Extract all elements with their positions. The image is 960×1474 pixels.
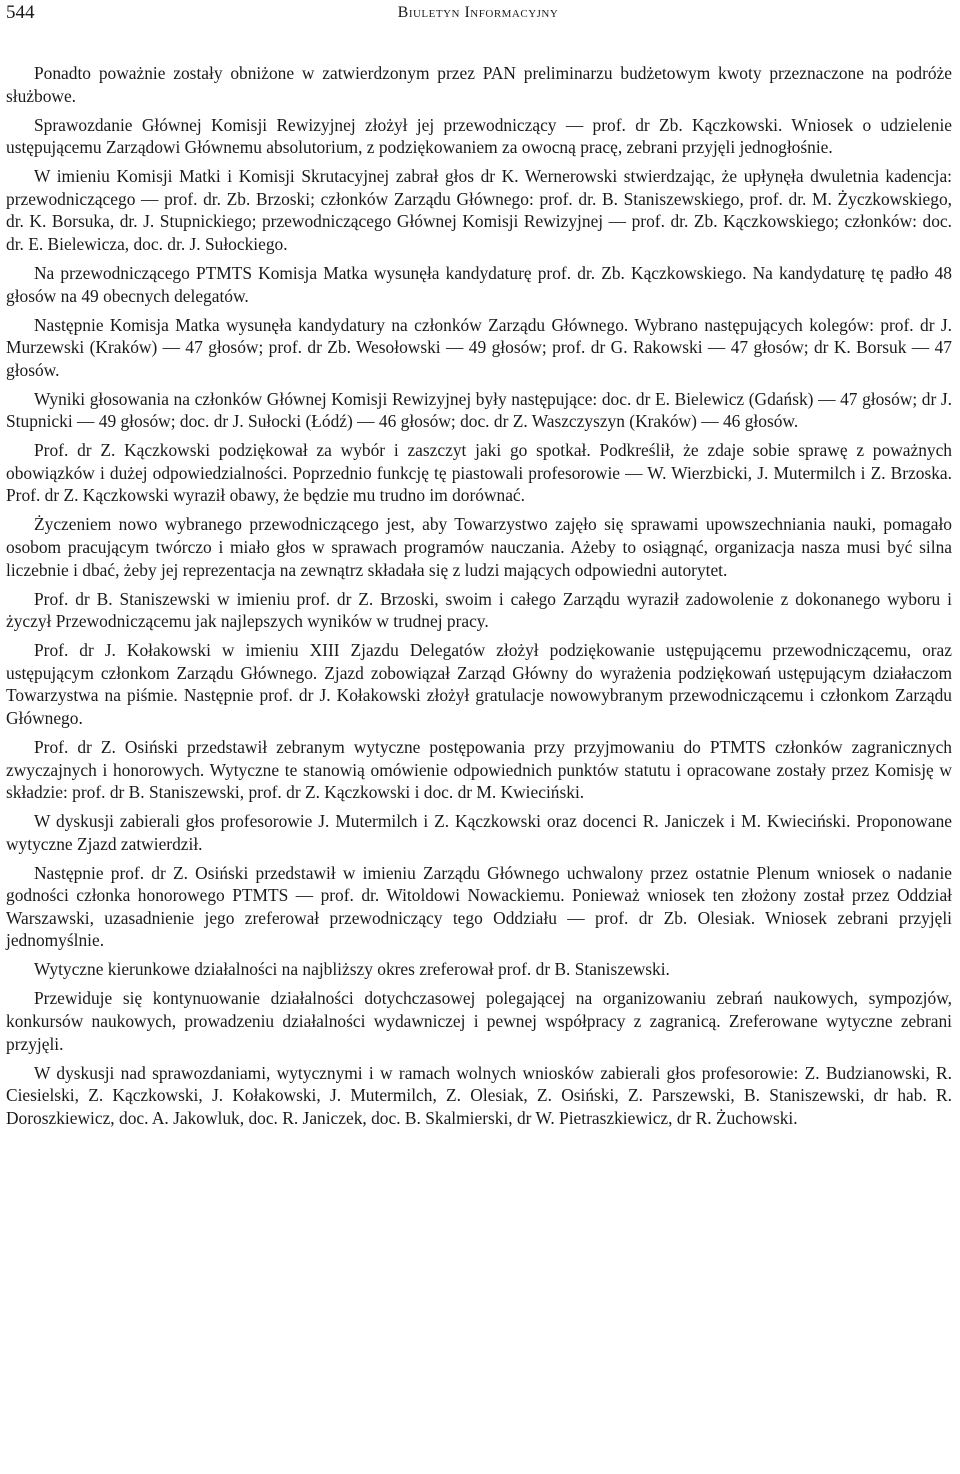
paragraph: W imieniu Komisji Matki i Komisji Skrutacyjnej zabrał głos dr K. Wernerowski stwierdzając, że upłynęła dwuletnia kadencja: przewodniczącego — prof. dr. Zb. Brzoski; członków Zarządu Głównego: prof. dr. B. Staniszewskiego, prof. dr. M. Życzkowskiego, dr. K. Borsuka, dr. J. Stupnickiego; przewodniczącego Głównej Komisji Rewizyjnej — prof. dr. Zb. Kączkowskiego; członków: doc. dr. E. Bielewicza, doc. dr. J. Sułockiego. <box>6 166 952 254</box>
paragraph: Prof. dr J. Kołakowski w imieniu XIII Zjazdu Delegatów złożył podziękowanie ustępującemu przewodniczącemu, oraz ustępującym członkom Zarządu Głównego. Zjazd zobowiązał Zarząd Główny do wyrażenia podziękowań ustępującym działaczom Towarzystwa na piśmie. Następnie prof. dr J. Kołakowski złożył gratulacje nowowybranym przewodniczącemu i członkom Zarządu Głównego. <box>6 640 952 728</box>
paragraph: Prof. dr B. Staniszewski w imieniu prof. dr Z. Brzoski, swoim i całego Zarządu wyraził zadowolenie z dokonanego wyboru i życzył Przewodniczącemu jak najlepszych wyników w trudnej pracy. <box>6 588 952 632</box>
paragraph: Sprawozdanie Głównej Komisji Rewizyjnej złożył jej przewodniczący — prof. dr Zb. Kączkowski. Wniosek o udzielenie ustępującemu Zarządowi Głównemu absolutorium, z podziękowaniem za owocną pracę, zebrani przyjęli jednogłośnie. <box>6 114 952 158</box>
paragraph: W dyskusji zabierali głos profesorowie J. Mutermilch i Z. Kączkowski oraz docenci R. Janiczek i M. Kwieciński. Proponowane wytyczne Zjazd zatwierdził. <box>6 811 952 854</box>
paragraph: Prof. dr Z. Osiński przedstawił zebranym wytyczne postępowania przy przyjmowaniu do PTMTS członków zagranicznych zwyczajnych i honorowych. Wytyczne te stanowią omówienie odpowiednich punktów statutu i opracowane zostały przez Komisję w składzie: prof. dr B. Staniszewski, prof. dr Z. Kączkowski i doc. dr M. Kwieciński. <box>6 736 952 803</box>
paragraph: Ponadto poważnie zostały obniżone w zatwierdzonym przez PAN preliminarzu budżetowym kwoty przeznaczone na podróże służbowe. <box>6 63 952 106</box>
paragraph: Następnie prof. dr Z. Osiński przedstawił w imieniu Zarządu Głównego uchwalony przez ostatnie Plenum wniosek o nadanie godności członka honorowego PTMTS — prof. dr. Witoldowi Nowackiemu. Ponieważ wniosek ten złożony został przez Oddział Warszawski, uzasadnienie jego zreferował przewodniczący tego Oddziału — prof. dr Zb. Olesiak. Wniosek zebrani przyjęli jednomyślnie. <box>6 862 952 951</box>
body-text <box>6 62 952 1129</box>
paragraph: Następnie Komisja Matka wysunęła kandydatury na członków Zarządu Głównego. Wybrano następujących kolegów: prof. dr J. Murzewski (Kraków) — 47 głosów; prof. dr Zb. Wesołowski — 49 głosów; prof. dr G. Rakowski — 47 głosów; dr K. Borsuk — 47 głosów. <box>6 314 952 380</box>
paragraph: Prof. dr Z. Kączkowski podziękował za wybór i zaszczyt jaki go spotkał. Podkreślił, że zdaje sobie sprawę z poważnych obowiązków i dużej odpowiedzialności. Poprzednio funkcję tę piastowali profesorowie — W. Wierzbicki, J. Mutermilch i Z. Brzoska. Prof. dr Z. Kączkowski wyraził obawy, że będzie mu trudno im dorównać. <box>6 440 952 506</box>
paragraph: Przewiduje się kontynuowanie działalności dotychczasowej polegającej na organizowaniu zebrań naukowych, sympozjów, konkursów naukowych, prowadzeniu działalności wydawniczej i pewnej współpracy z zagranicą. Zreferowane wytyczne zebrani przyjęli. <box>6 988 952 1054</box>
paragraph: Życzeniem nowo wybranego przewodniczącego jest, aby Towarzystwo zajęło się sprawami upowszechniania nauki, pomagało osobom pracującym twórczo i miało głos w sprawach programów nauczania. Ażeby to osiągnąć, organizacja nasza musi być silna liczebnie i dbać, żeby jej reprezentacja na zewnątrz składała się z ludzi mających odpowiedni autorytet. <box>6 514 952 580</box>
paragraph: Wyniki głosowania na członków Głównej Komisji Rewizyjnej były następujące: doc. dr E. Bielewicz (Gdańsk) — 47 głosów; dr J. Stupnicki — 49 głosów; doc. dr J. Sułocki (Łódź) — 46 głosów; doc. dr Z. Waszczyszyn (Kraków) — 46 głosów. <box>6 388 952 432</box>
paragraph: Na przewodniczącego PTMTS Komisja Matka wysunęła kandydaturę prof. dr. Zb. Kączkowskiego. Na kandydaturę tę padło 48 głosów na 49 obecnych delegatów. <box>6 262 952 306</box>
page-number: 544 <box>6 2 35 23</box>
paragraph: W dyskusji nad sprawozdaniami, wytycznymi i w ramach wolnych wniosków zabierali głos profesorowie: Z. Budzianowski, R. Ciesielski, Z. Kączkowski, J. Kołakowski, J. Mutermilch, Z. Olesiak, Z. Osiński, Z. Parszewski, B. Staniszewski, dr hab. R. Doroszkiewicz, doc. A. Jakowluk, doc. R. Janiczek, doc. B. Skalmierski, dr W. Pietraszkiewicz, dr R. Żuchowski. <box>6 1062 952 1128</box>
paragraph: Wytyczne kierunkowe działalności na najbliższy okres zreferował prof. dr B. Staniszewski. <box>34 959 670 980</box>
page-header <box>6 2 950 28</box>
running-title: Biuletyn Informacyjny <box>397 4 559 21</box>
